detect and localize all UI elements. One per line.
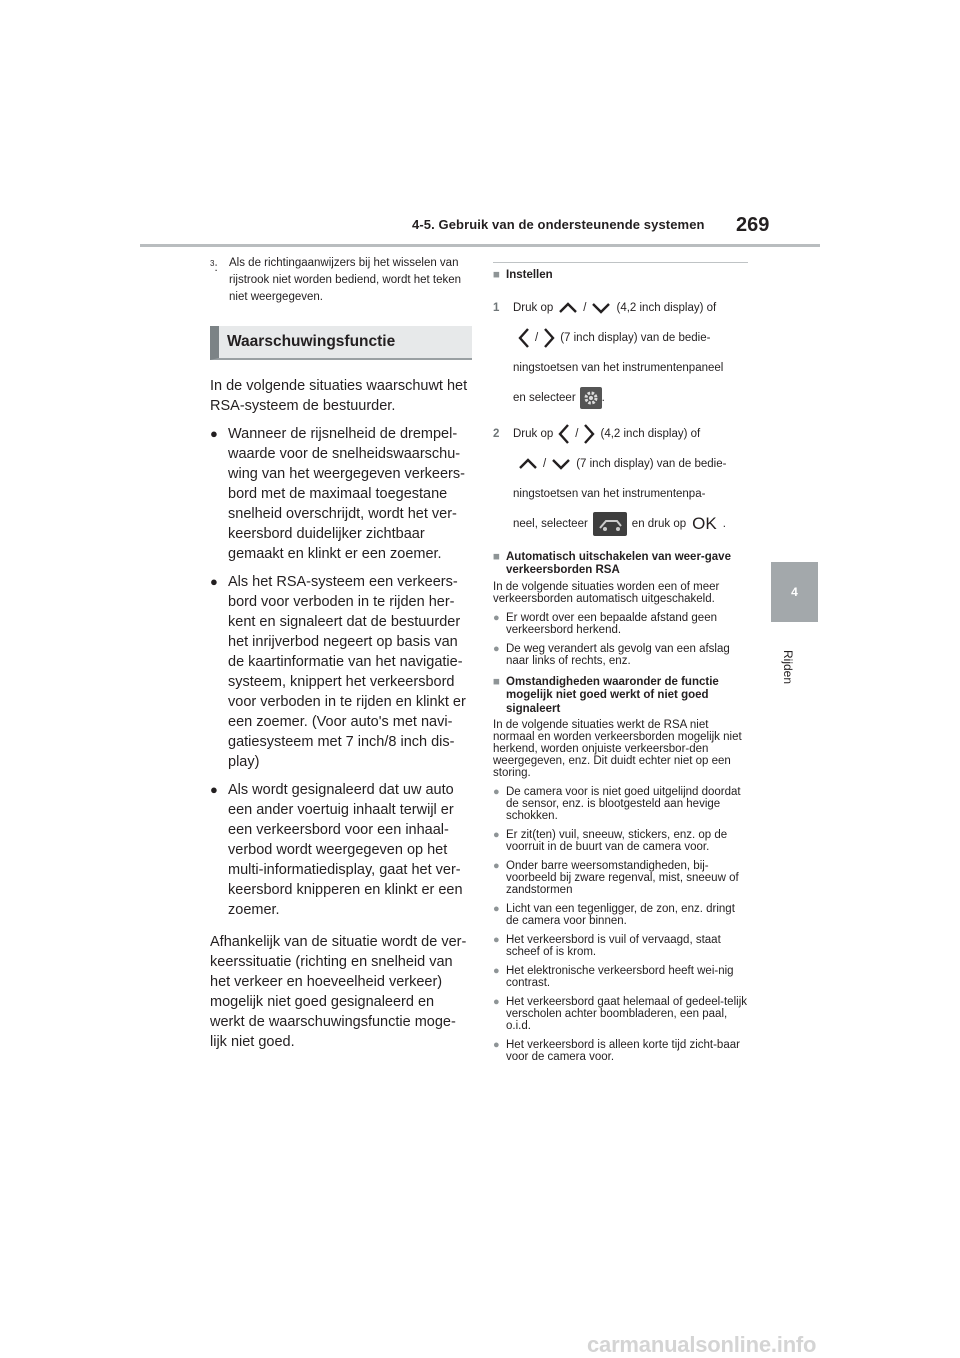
right-column (493, 262, 749, 1063)
list-item: ● De weg verandert als gevolg van een afslag naar links of rechts, enz. (493, 642, 730, 667)
section-title: 4-5. Gebruik van de ondersteunende systemen (412, 217, 705, 232)
list-item: ● Het verkeersbord is vuil of vervaagd, staat scheef of is krom. (493, 934, 721, 958)
header-divider (140, 244, 820, 247)
watermark: carmanualsonline.info (587, 1332, 817, 1357)
list-item: ● Onder barre weersomstandigheden, bij-voorbeeld bij zware regenval, mist, sneeuw of zandstormen (493, 860, 739, 896)
chapter-number: 4 (791, 585, 798, 599)
chevron-down-icon (591, 302, 611, 314)
chevron-up-icon (518, 458, 538, 470)
chevron-left-icon (518, 327, 530, 349)
page-number: 269 (736, 214, 770, 236)
list-item: ● Als het RSA-systeem een verkeers-bord voor verboden in te rijden her-kent en signaleert dat de bestuurder het inrijverbod negeert op basis van de kaartinformatie van het navigatie-systeem, knippert het verkeersbord voor verboden in te rijden en klinkt er een zoemer. (Voor auto's met navi-gatiesysteem met 7 inch/8 inch dis-play) (210, 574, 466, 770)
list-item: ● Wanneer de rijsnelheid de drempel-waarde voor de snelheidswaarschu-wing van het weergegeven verkeers-bord met de maximaal toegestane snelheid overschrijdt, wordt het ver-keersbord duidelijker zichtbaar gemaakt en klinkt er een zoemer. (210, 426, 465, 562)
chevron-left-icon (558, 423, 570, 445)
chapter-tab (771, 562, 818, 622)
list-item: ● Het verkeersbord is alleen korte tijd zicht-baar voor de camera voor. (493, 1039, 740, 1063)
subheading-conditions: ■ Omstandigheden waaronder de functie mogelijk niet goed werkt of niet goed signaleert (493, 675, 719, 715)
list-item: ● Er wordt over een bepaalde afstand geen verkeersbord herkend. (493, 611, 717, 636)
footnote (210, 255, 472, 306)
conditions-intro: In de volgende situaties werkt de RSA niet normaal en worden verkeersborden mogelijk niet herkend, worden onjuiste verkeersbor-den weergegeven, enz. Dit duidt echter niet op een storing. (493, 719, 742, 779)
list-item: ● Het verkeersbord gaat helemaal of gedeel-telijk verscholen achter boombladeren, een paal, o.i.d. (493, 996, 747, 1032)
list-item: ● Als wordt gesignaleerd dat uw auto een ander voertuig inhaalt terwijl er een verkeersbord voor een inhaal-verbod wordt weergegeven op het multi-informatiedisplay, gaat het ver-keersbord knipperen en klinkt er een zoemer. (210, 782, 463, 918)
chevron-down-icon (551, 458, 571, 470)
closing-paragraph: Afhankelijk van de situatie wordt de ver-keerssituatie (richting en snelheid van het verkeer en hoeveelheid verkeer) mogelijk niet goed gesignaleerd en werkt de waarschuwingsfunctie moge-lijk niet goed. (210, 934, 467, 1050)
step-2: 2 Druk op / (4,2 inch display) of / (7 inch display) van de bedie- ningstoetsen van het instrumentenpa- neel, selecteer en druk op OK . (493, 419, 749, 539)
auto-off-intro: In de volgende situaties worden een of meer verkeersborden automatisch uitgeschakeld. (493, 580, 720, 605)
step-number: 2 (493, 427, 500, 440)
rsa-sign-icon (593, 512, 627, 536)
subheading-auto-off: ■ Automatisch uitschakelen van weer-gave verkeersborden RSA (493, 550, 731, 576)
intro-paragraph: In de volgende situaties waarschuwt het RSA-systeem de bestuurder. (210, 378, 468, 414)
column-divider (493, 262, 748, 263)
footnote-marker: $^3$: (210, 259, 218, 274)
bullet-icon: ● (210, 782, 218, 797)
settings-gear-icon (580, 387, 602, 409)
step-number: 1 (493, 301, 500, 314)
bullet-icon: ● (210, 426, 218, 441)
subheading-instellen: ■ Instellen (493, 269, 553, 281)
left-column (210, 255, 472, 1052)
footnote-text: Als de richtingaanwijzers bij het wisselen van rijstrook niet worden bediend, wordt het teken niet weergegeven. (229, 257, 462, 303)
list-item: ● Er zit(ten) vuil, sneeuw, stickers, enz. op de voorruit in de buurt van de camera voor. (493, 829, 728, 853)
bullet-icon: ● (210, 574, 218, 589)
chevron-right-icon (583, 423, 595, 445)
list-item: ● Licht van een tegenligger, de zon, enz. dringt de camera voor binnen. (493, 903, 735, 927)
ok-button-icon: OK (692, 513, 717, 533)
chapter-label: Rijden (781, 650, 795, 685)
section-heading: Waarschuwingsfunctie (210, 326, 472, 360)
chevron-right-icon (543, 327, 555, 349)
chevron-up-icon (558, 302, 578, 314)
step-1: 1 Druk op / (4,2 inch display) of / (7 inch display) van de bedie- ningstoetsen van het instrumentenpaneel en selecteer . (493, 293, 749, 413)
list-item: ● De camera voor is niet goed uitgelijnd doordat de sensor, enz. is blootgesteld aan hevige schokken. (493, 786, 741, 822)
list-item: ● Het elektronische verkeersbord heeft wei-nig contrast. (493, 965, 734, 989)
